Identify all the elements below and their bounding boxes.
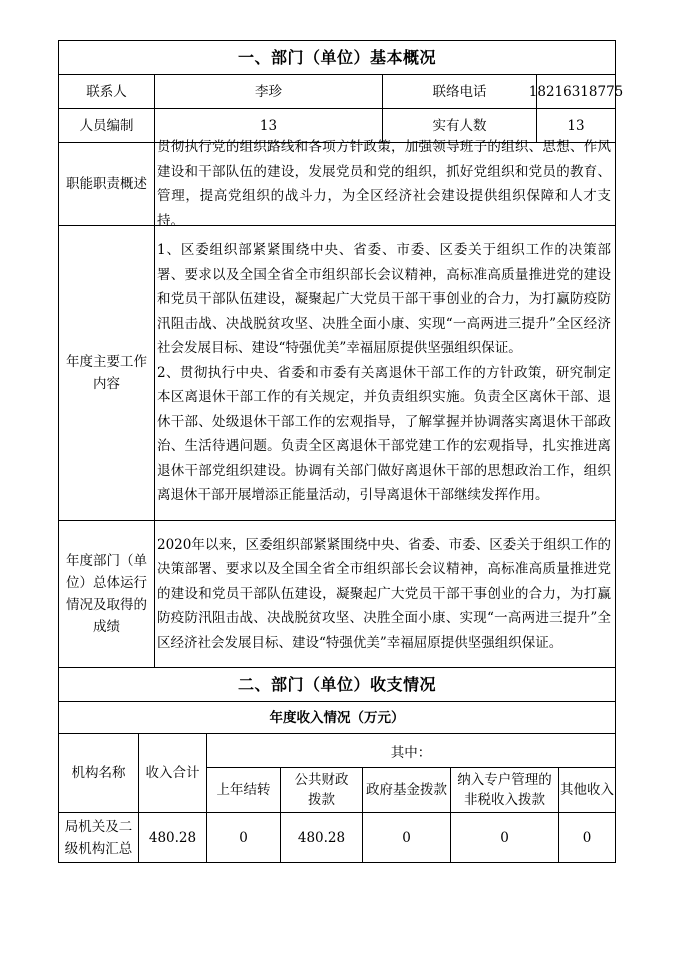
phone-value: 18216318775 [528,83,624,100]
header-non-tax-income: 纳入专户管理的非税收入拨款 [451,768,559,812]
header-income-total: 收入合计 [139,734,207,812]
annual-work-content [155,226,615,520]
duties-text: 贯彻执行党的组织路线和各项方针政策，加强领导班子的组织、思想、作风建设和干部队伍的建设，发展党员和党的组织，抓好党组织和党员的教育、管理，提高党组织的战斗力，为全区经济社会建设提供组织保障和人才支持。 [157,139,611,229]
header-of-which: 其中： [207,734,615,768]
header-org-name: 机构名称 [59,734,139,812]
section-1-title-row [58,40,616,75]
row-government-fund: 0 [363,813,451,862]
annual-work-item-2: 2、贯彻执行中央、省委和市委有关离退休干部工作的方针政策，研究制定本区离退休干部工作的有关规定，并负责组织实施。负责全区离休干部、退休干部、处级退休干部工作的宏观指导，了解掌握并协调落实离退休干部政治、生活待遇问题。负责全区离退休干部党建工作的宏观指导，扎实推进离退休干部党组织建设。协调有关部门做好离退休干部的思想政治工作，组织离退休干部开展增添正能量活动，引导离退休干部继续发挥作用。 [157,364,611,504]
section-1-title: 一、部门（单位）基本概况 [237,47,436,67]
income-header-row [58,734,616,813]
overall-label: 年度部门（单位）总体运行情况及取得的成绩 [59,521,155,667]
annual-work-label: 年度主要工作内容 [59,226,155,520]
header-other-income: 其他收入 [560,782,614,798]
income-title-row [58,702,616,734]
contact-label: 联系人 [59,75,155,108]
contact-row [58,75,624,109]
row-other-income: 0 [582,829,592,846]
overall-text: 2020年以来，区委组织部紧紧围绕中央、省委、市委、区委关于组织工作的决策部署、要求以及全国全省全市组织部长会议精神，高标准高质量推进党的建设和党员干部队伍建设，凝聚起广大党员干部干事创业的合力，为打赢防疫防汛阻击战、决战脱贫攻坚、决胜全面小康、实现“一高两进三提升”全区经济社会发展目标、建设“特强优美”幸福屈原提供坚强组织保证。 [157,536,611,651]
duties-row [58,139,616,229]
header-government-fund: 政府基金拨款 [363,768,451,812]
annual-work-row [58,226,616,521]
contact-value: 李珍 [155,75,383,108]
staffing-value: 13 [155,109,383,142]
header-of-which-group [207,734,615,812]
section-2-title: 二、部门（单位）收支情况 [237,674,436,694]
row-carryover: 0 [207,813,281,862]
annual-work-item-1: 1、区委组织部紧紧围绕中央、省委、市委、区委关于组织工作的决策部署、要求以及全国全省全市组织部长会议精神，高标准高质量推进党的建设和党员干部队伍建设，凝聚起广大党员干部干事创业的合力，为打赢防疫防汛阻击战、决战脱贫攻坚、决胜全面小康、实现“一高两进三提升”全区经济社会发展目标、建设“特强优美”幸福屈原提供坚强组织保证。 [157,242,611,357]
header-subcolumns [207,768,615,812]
staffing-label: 人员编制 [59,109,155,142]
header-carryover: 上年结转 [207,768,281,812]
section-2-title-row [58,668,616,702]
row-income-total: 480.28 [139,813,207,862]
row-org-name: 局机关及二级机构汇总 [59,813,139,862]
duties-label: 职能职责概述 [59,143,155,225]
income-title: 年度收入情况（万元） [269,709,405,726]
phone-label: 联络电话 [383,75,537,108]
header-fiscal-appropriation: 公共财政拨款 [281,768,363,812]
actual-value: 13 [567,117,585,134]
overall-row [58,521,616,668]
row-non-tax-income: 0 [451,813,559,862]
table-row [58,813,616,863]
actual-label: 实有人数 [383,109,537,142]
info-table [58,40,624,863]
row-fiscal-appropriation: 480.28 [281,813,363,862]
